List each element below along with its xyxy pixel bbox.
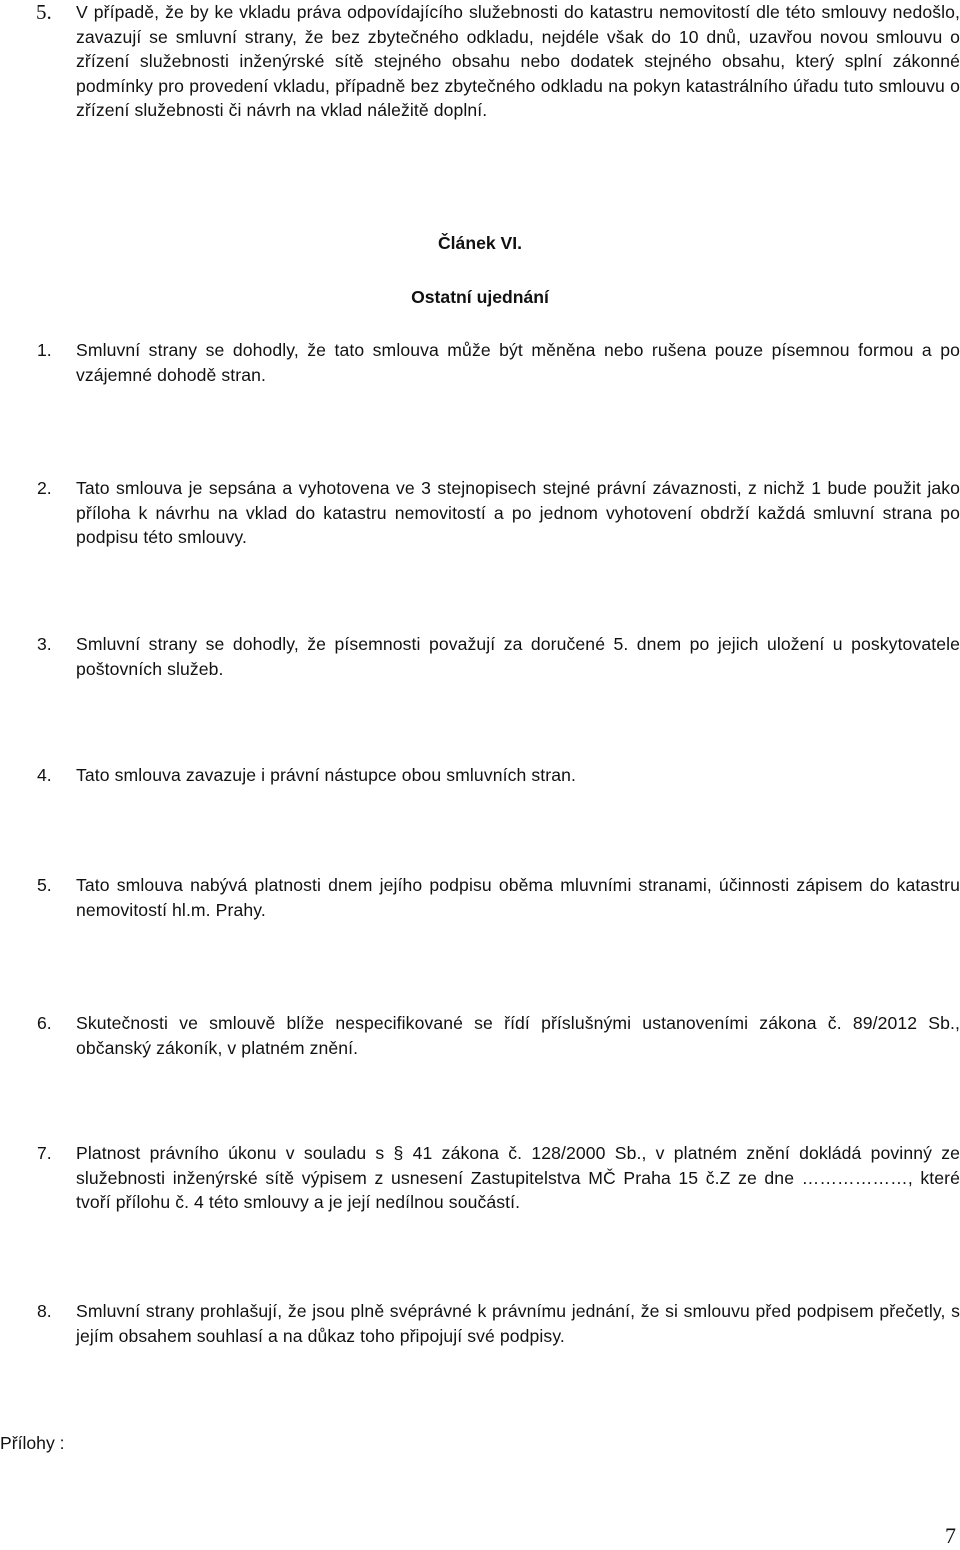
paragraph-number: 3. [37, 634, 52, 654]
paragraph-text: Tato smlouva je sepsána a vyhotovena ve 3 stejnopisech stejné právní závaznosti, z nichž 1 bude použit jako příloha k návrhu na vklad do katastru nemovitostí a po jednom vyhotovení obdrží každá smluvní strana po podpisu této smlouvy. [76, 478, 960, 547]
page-number: 7 [945, 1523, 956, 1548]
article-title: Článek VI. [437, 233, 523, 253]
paragraph-text: Platnost právního úkonu v souladu s § 41 zákona č. 128/2000 Sb., v platném znění dokládá povinný ze služebnosti inženýrské sítě výpisem z usnesení Zastupitelstva MČ Praha 15 č.Z ze dne ………………, které tvoří přílohu č. 4 této smlouvy a je její nedílnou součástí. [76, 1143, 960, 1212]
attachments-label: Přílohy : [0, 1433, 65, 1453]
paragraph-number: 5. [36, 0, 52, 24]
paragraph-text: Tato smlouva zavazuje i právní nástupce obou smluvních stran. [76, 765, 576, 785]
paragraph-number: 4. [37, 765, 52, 785]
paragraph-number: 8. [37, 1301, 52, 1321]
paragraph-text: V případě, že by ke vkladu práva odpovídajícího služebnosti do katastru nemovitostí dle této smlouvy nedošlo, zavazují se smluvní strany, že bez zbytečného odkladu, nejdéle však do 10 dnů, uzavřou novou smlouvu o zřízení služebnosti inženýrské sítě stejného obsahu nebo dodatek stejného obsahu, který splní zákonné podmínky pro provedení vkladu, případně bez zbytečného odkladu na pokyn katastrálního úřadu tuto smlouvu o zřízení služebnosti či návrh na vklad náležitě doplní. [76, 2, 960, 120]
paragraph-number: 1. [37, 340, 52, 360]
paragraph-number: 5. [37, 875, 52, 895]
paragraph-text: Smluvní strany se dohodly, že tato smlouva může být měněna nebo rušena pouze písemnou formou a po vzájemné dohodě stran. [76, 340, 960, 385]
paragraph-number: 7. [37, 1143, 52, 1163]
paragraph-text: Tato smlouva nabývá platnosti dnem jejího podpisu oběma mluvními stranami, účinnosti zápisem do katastru nemovitostí hl.m. Prahy. [76, 875, 960, 920]
paragraph-text: Smluvní strany prohlašují, že jsou plně svéprávné k právnímu jednání, že si smlouvu před podpisem přečetly, s jejím obsahem souhlasí a na důkaz toho připojují své podpisy. [76, 1301, 960, 1346]
paragraph-text: Smluvní strany se dohodly, že písemnosti považují za doručené 5. dnem po jejich uložení u poskytovatele poštovních služeb. [76, 634, 960, 679]
paragraph-number: 2. [37, 478, 52, 498]
paragraph-text: Skutečnosti ve smlouvě blíže nespecifikované se řídí příslušnými ustanoveními zákona č. 89/2012 Sb., občanský zákoník, v platném znění. [76, 1013, 960, 1058]
article-subtitle: Ostatní ujednání [411, 287, 549, 307]
paragraph-number: 6. [37, 1013, 52, 1033]
